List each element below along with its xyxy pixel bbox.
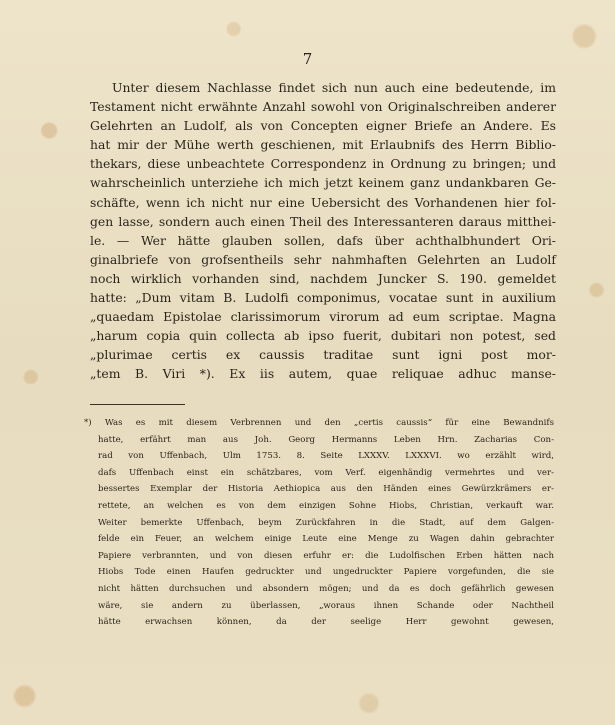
footnote-line: Weiter bemerkte Uffenbach, beym Zurückfahren in die Stadt, auf dem Galgen- <box>98 517 554 528</box>
text-line: „quaedam Epistolae clarissimorum virorum ad eum scriptae. Magna <box>90 309 556 325</box>
footnote-line: Papiere verbrannten, und von diesen erfuhr er: die Ludolfischen Erben hätten nach <box>98 550 554 561</box>
footnote-line: *) Was es mit diesem Verbrennen und den „certis caussis“ für eine Bewandnifs <box>84 418 554 428</box>
text-line: ginalbriefe von grofsentheils sehr nahmhaften Gelehrten an Ludolf <box>90 251 556 267</box>
text-line: „plurimae certis ex caussis traditae sunt igni post mor- <box>90 347 556 363</box>
text-line: Gelehrten an Ludolf, als von Concepten eigner Briefe an Andere. Es <box>90 118 556 134</box>
text-line: schäfte, wenn ich nicht nur eine Uebersicht des Vorhandenen hier fol- <box>90 194 556 210</box>
main-text <box>90 78 556 384</box>
footnote-line: hatte, erfährt man aus Joh. Georg Hermanns Leben Hrn. Zacharias Con- <box>98 434 554 445</box>
page-number: 7 <box>302 50 313 68</box>
text-line: wahrscheinlich unterziehe ich mich jetzt keinem ganz undankbaren Ge- <box>90 175 556 191</box>
text-line: „tem B. Viri *). Ex iis autem, quae reliquae adhuc manse- <box>90 366 556 382</box>
text-line: hatte: „Dum vitam B. Ludolfi componimus, vocatae sunt in auxilium <box>90 290 556 306</box>
text-line: thekars, diese unbeachtete Correspondenz in Ordnung zu bringen; und <box>90 156 556 172</box>
footnote <box>84 415 554 631</box>
text-line: hat mir der Mühe werth geschienen, mit Erlaubnifs des Herrn Biblio- <box>90 137 556 153</box>
text-line: „harum copia quin collecta ab ipso fuerit, dubitari non potest, sed <box>90 328 556 344</box>
footnote-line: dafs Uffenbach einst ein schätzbares, vom Verf. eigenhändig vermehrtes und ver- <box>98 467 554 478</box>
footnote-line: rettete, an welchen es von dem einzigen Sohne Hiobs, Christian, verkauft war. <box>98 500 554 511</box>
text-line: noch wirklich vorhanden sind, nachdem Juncker S. 190. gemeldet <box>90 270 556 286</box>
footnote-divider <box>90 404 185 405</box>
footnote-line: rad von Uffenbach, Ulm 1753. 8. Seite LXXXV. LXXXVI. wo erzählt wird, <box>98 451 554 462</box>
text-line: Testament nicht erwähnte Anzahl sowohl von Originalschreiben anderer <box>90 99 556 115</box>
footnote-line: hätte erwachsen können, da der seelige Herr gewohnt gewesen, <box>98 617 554 628</box>
text-line: gen lasse, sondern auch einen Theil des Interessanteren daraus mitthei- <box>90 213 556 229</box>
footnote-line: felde ein Feuer, an welchem einige Leute eine Menge zu Wagen dahin gebrachter <box>98 534 554 545</box>
footnote-line: bessertes Exemplar der Historia Aethiopica aus den Händen eines Gewürzkrämers er- <box>98 484 554 495</box>
footnote-line: wäre, sie andern zu überlassen, „woraus ihnen Schande oder Nachtheil <box>98 600 554 611</box>
text-line: Unter diesem Nachlasse findet sich nun auch eine bedeutende, im <box>112 80 556 95</box>
footnote-line: nicht hätten durchsuchen und absondern mögen; und da es doch gefährlich gewesen <box>98 583 554 594</box>
text-line: le. — Wer hätte glauben sollen, dafs über achthalbhundert Ori- <box>90 232 556 248</box>
footnote-line: Hiobs Tode einen Haufen gedruckter und ungedruckter Papiere vorgefunden, die sie <box>98 567 554 578</box>
